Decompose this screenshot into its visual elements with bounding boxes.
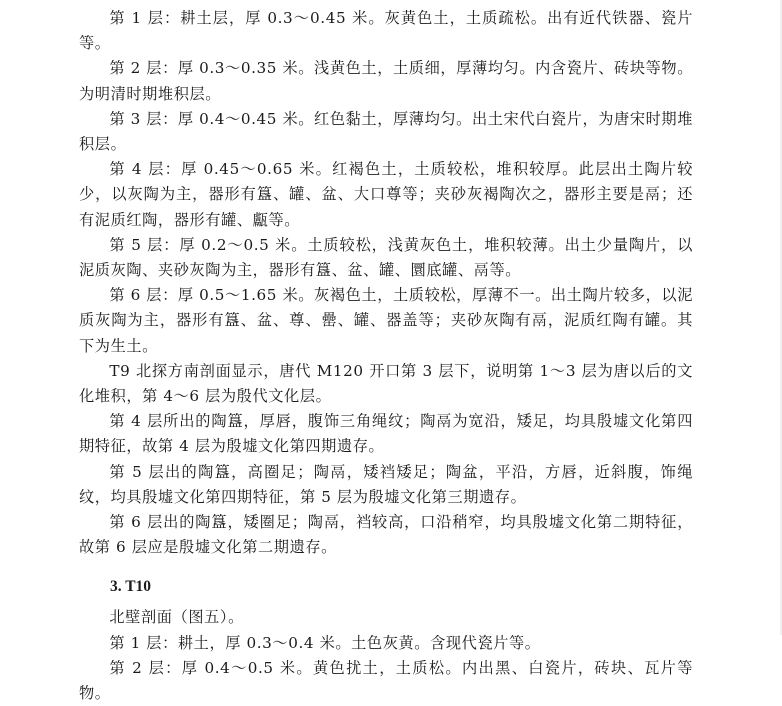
- paragraph-layer-2: 第 2 层：厚 0.3～0.35 米。浅黄色土，土质细，厚薄均匀。内含瓷片、砖块等物。为明清时期堆积层。: [79, 59, 693, 103]
- paragraph-t10-layer-1: 第 1 层：耕土，厚 0.3～0.4 米。土色灰黄。含现代瓷片等。: [109, 633, 541, 652]
- paragraph-layer-5: 第 5 层：厚 0.2～0.5 米。土质较松，浅黄灰色土，堆积较薄。出土少量陶片，以泥质灰陶、夹砂灰陶为主，器形有簋、盆、罐、圜底罐、鬲等。: [79, 235, 693, 280]
- paragraph-layer-5-analysis: 第 5 层出的陶簋，高圈足；陶鬲，矮裆矮足；陶盆，平沿，方唇，近斜腹，饰绳纹，均具殷墟文化第四期特征，第 5 层为殷墟文化第三期遗存。: [79, 462, 693, 506]
- paragraph-layer-4: 第 4 层：厚 0.45～0.65 米。红褐色土，土质较松，堆积较厚。此层出土陶片较少，以灰陶为主，器形有簋、罐、盆、大口尊等；夹砂灰褐陶次之，器形主要是鬲；还有泥质红陶，器形有罐、甗等。: [79, 160, 693, 229]
- paragraph-layer-6-analysis: 第 6 层出的陶簋，矮圈足；陶鬲，裆较高，口沿稍窄，均具殷墟文化第二期特征，故第 6 层应是殷墟文化第二期遗存。: [79, 513, 693, 557]
- section-heading-t10: 3. T10: [110, 578, 152, 596]
- paragraph-t9-summary: T9 北探方南剖面显示，唐代 M120 开口第 3 层下，说明第 1～3 层为唐以后的文化堆积，第 4～6 层为殷代文化层。: [79, 361, 693, 406]
- paragraph-layer-1: 第 1 层：耕土层，厚 0.3～0.45 米。灰黄色土，土质疏松。出有近代铁器、瓷片等。: [79, 9, 693, 53]
- section-spacer: [79, 560, 693, 574]
- paragraph-t10-layer-2: 第 2 层：厚 0.4～0.5 米。黄色扰土，土质松。内出黑、白瓷片，砖块、瓦片等物。: [79, 658, 693, 703]
- paragraph-t10-intro: 北壁剖面（图五）。: [109, 608, 244, 627]
- paragraph-layer-6: 第 6 层：厚 0.5～1.65 米。灰褐色土，土质较松，厚薄不一。出土陶片较多，以泥质灰陶为主，器形有簋、盆、尊、罍、罐、器盖等；夹砂灰陶有鬲，泥质红陶有罐。其下为生土。: [79, 286, 693, 355]
- paragraph-layer-4-analysis: 第 4 层所出的陶簋，厚唇，腹饰三角绳纹；陶鬲为宽沿，矮足，均具殷墟文化第四期特征，故第 4 层为殷墟文化第四期遗存。: [79, 412, 693, 456]
- document-body: [79, 6, 693, 706]
- paragraph-layer-3: 第 3 层：厚 0.4～0.45 米。红色黏土，厚薄均匀。出土宋代白瓷片，为唐宋时期堆积层。: [79, 109, 693, 154]
